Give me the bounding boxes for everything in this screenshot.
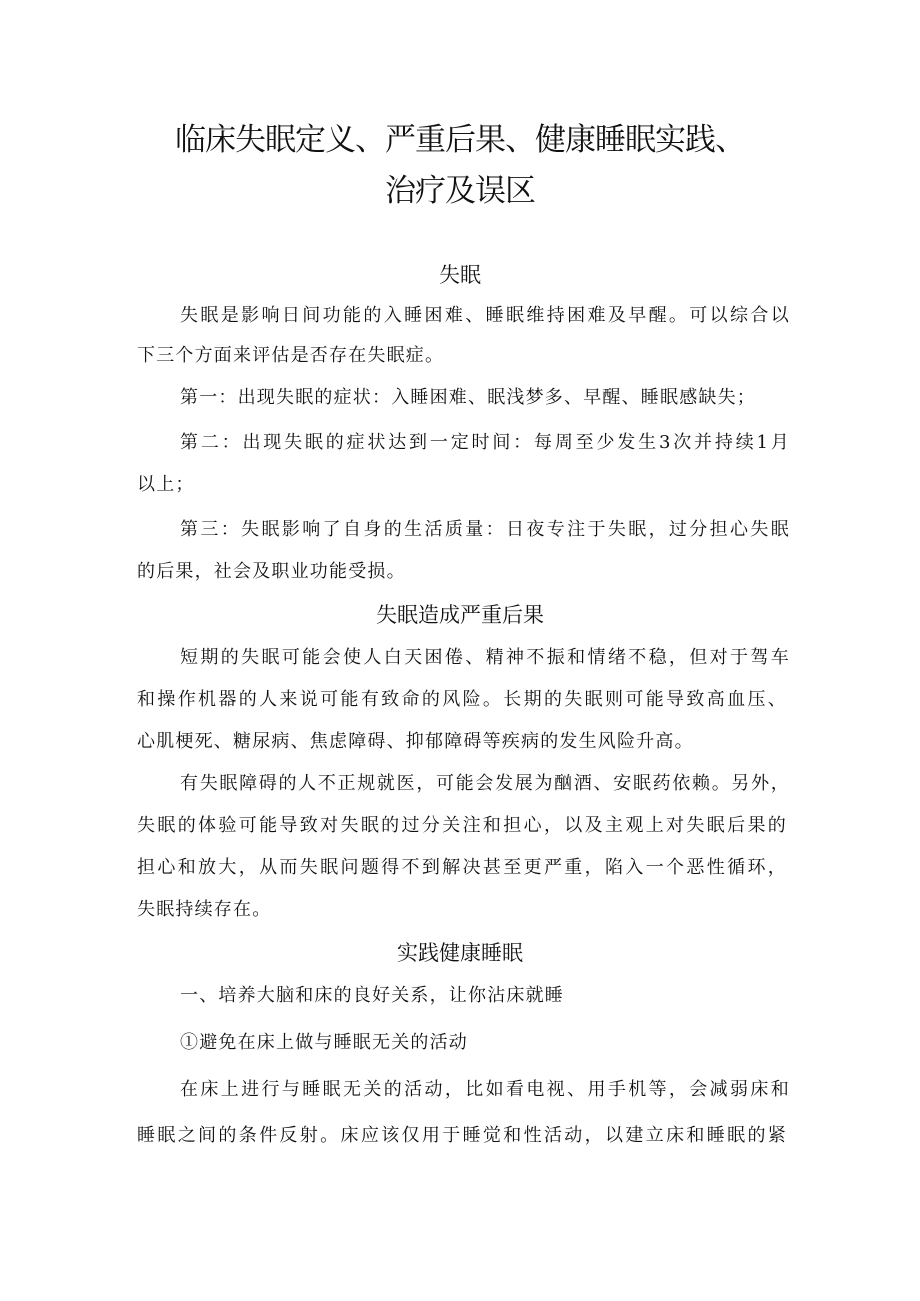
paragraph-line: 心肌梗死、糖尿病、焦虑障碍、抑郁障碍等疾病的发生风险升高。 — [137, 731, 694, 752]
paragraph-line: 短期的失眠可能会使人白天困倦、精神不振和情绪不稳，但对于驾车 — [180, 647, 790, 668]
paragraph-line: 失眠的体验可能导致对失眠的过分关注和担心，以及主观上对失眠后果的 — [137, 815, 787, 836]
paragraph-line: 第一：出现失眠的症状：入睡困难、眠浅梦多、早醒、睡眠感缺失； — [180, 387, 756, 408]
paragraph-line: 一、培养大脑和床的良好关系，让你沾床就睡 — [180, 985, 564, 1006]
paragraph-line: 第二：出现失眠的症状达到一定时间：每周至少发生3次并持续1月 — [180, 432, 790, 453]
paragraph-line: 在床上进行与睡眠无关的活动，比如看电视、用手机等，会减弱床和 — [180, 1079, 790, 1100]
section-heading-insomnia: 失眠 — [439, 263, 481, 287]
section-heading-consequences: 失眠造成严重后果 — [376, 603, 544, 627]
document-title-line-2: 治疗及误区 — [385, 173, 535, 209]
document-title-line-1: 临床失眠定义、严重后果、健康睡眠实践、 — [175, 122, 745, 158]
paragraph-line: 以上； — [137, 474, 195, 495]
paragraph-line: ①避免在床上做与睡眠无关的活动 — [180, 1032, 468, 1053]
paragraph-line: 睡眠之间的条件反射。床应该仅用于睡觉和性活动，以建立床和睡眠的紧 — [137, 1125, 787, 1146]
section-heading-healthy-sleep: 实践健康睡眠 — [397, 941, 523, 965]
paragraph-line: 和操作机器的人来说可能有致命的风险。长期的失眠则可能导致高血压、 — [137, 689, 787, 710]
paragraph-line: 担心和放大，从而失眠问题得不到解决甚至更严重，陷入一个恶性循环， — [137, 857, 787, 878]
paragraph-line: 失眠是影响日间功能的入睡困难、睡眠维持困难及早醒。可以综合以 — [180, 305, 790, 326]
paragraph-line: 下三个方面来评估是否存在失眠症。 — [137, 345, 445, 366]
paragraph-line: 失眠持续存在。 — [137, 899, 272, 920]
paragraph-line: 第三：失眠影响了自身的生活质量：日夜专注于失眠，过分担心失眠 — [180, 519, 790, 540]
paragraph-line: 有失眠障碍的人不正规就医，可能会发展为酗酒、安眠药依赖。另外， — [180, 773, 790, 794]
paragraph-line: 的后果，社会及职业功能受损。 — [137, 561, 406, 582]
